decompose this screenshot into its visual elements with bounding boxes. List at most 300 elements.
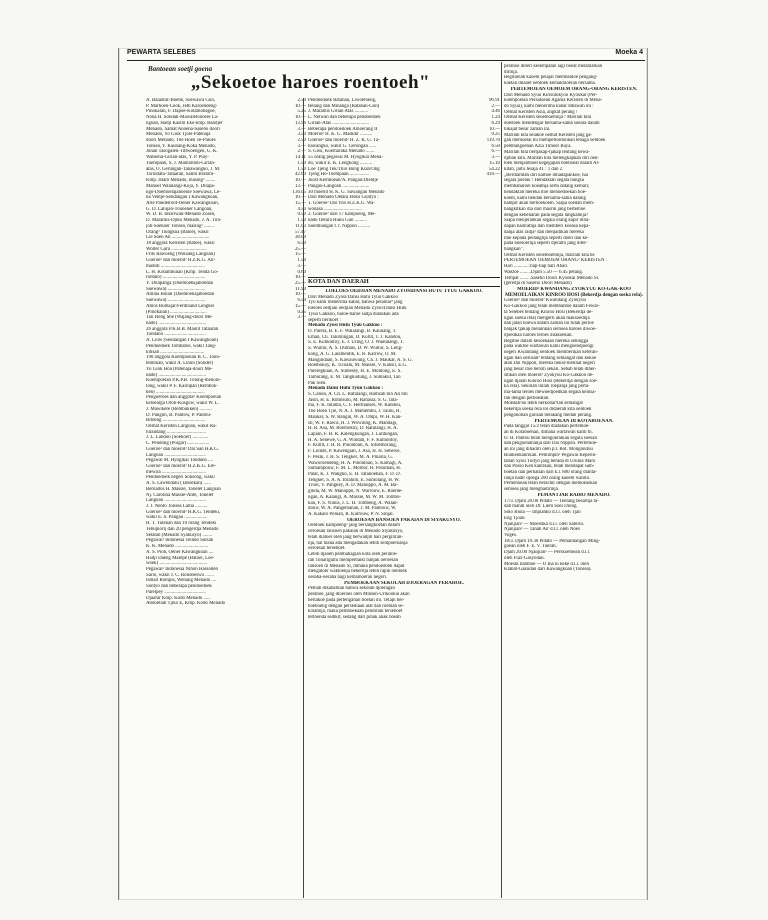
donation-amount: 57.47 <box>294 229 306 235</box>
donor-entry: Sario, wakil J. C. Rondoeswu ....... <box>146 572 214 578</box>
text-line: ranja hadir djoega 200 orang kaoem wanita. <box>504 475 590 481</box>
text-line: Tengker, S. A. A. Ibrahim, E. Sumolang, H. W. <box>308 477 400 483</box>
donation-amount: 54.22 <box>488 166 500 172</box>
donation-amount: 1.24 <box>491 115 500 121</box>
donor-entry: Tonsea, Y. Kaunang-Koka Menado, <box>146 143 216 149</box>
text-line: Tamurang, E. M. Tangkudung, J. Sumakul, Tan <box>308 374 401 380</box>
subheading: Menado Zyosi Hutu Tyuu Gakkoo : <box>308 323 383 329</box>
text-line: Sumampouw, F. M. L. Momor, H. Posumah, H. <box>308 466 401 472</box>
text-line: itoe kepada pedangnja seperti doeli dan ke- <box>504 235 589 241</box>
text-line: tertoenda sedikit, sedang dari pihak anak boeah <box>308 614 401 620</box>
subheading: OEROESAN BANSOEN PAKAIAN DI SIYAKUSYO. <box>347 517 461 523</box>
donor-entry: D. Maramis-Djiko Menado, J. A. Tira- <box>146 218 222 224</box>
donor-entry: Pinokalan, F. Dapoe-Kotamobagoe, <box>146 109 216 115</box>
donor-entry: rontalo) ................................... <box>146 275 206 281</box>
text-line: ngan dan oerusan² tentang semangat dan kekoe <box>504 355 597 361</box>
text-line: Marilah kita selakoe oemat Keristen jang ga- <box>504 132 592 138</box>
text-line: perahoe, jang dioeroes oleh Minsen-Urikookai akan <box>308 592 410 598</box>
text-line: ransoen di Menado Si, dimana pendoedoek dapat <box>308 563 405 569</box>
donor-entry: nawangko, wakil G. Gerungan ...... <box>308 143 377 149</box>
donation-amount: 15.10 <box>488 160 500 166</box>
donor-entry: Pegawai² Indonesia Nihon Hassoden <box>146 566 218 572</box>
subheading: Menado Dansi Hutu Tyuu Gakkoo : <box>308 386 383 392</box>
donor-entry: woek) ....................................... <box>146 561 208 567</box>
donor-entry: mewira .................................... <box>146 469 206 475</box>
text-line: oleh Fuzi-Gasyodan. <box>504 555 545 561</box>
text-line: dan pengoelamanja dari Dai Nippon. Pertemoe- <box>504 441 598 447</box>
text-line: Lapian, F. H. R. Kalengkongan, J. Luntungan, <box>308 431 399 437</box>
text-line: Dari Menado Syuu Kirisutokyoo Kyookai (Per- <box>504 92 598 98</box>
donation-amount: 15.— <box>294 200 306 206</box>
text-line: segala poelau ! Hendaklah segala bangsa <box>504 178 584 184</box>
text-line: Pada tanggal 15/2 telah diadakan pertemoe- <box>504 424 590 430</box>
donor-entry: Goeroe² dan moerid² H.Z.K.G. Air- <box>146 258 216 264</box>
text-line: do Syuu), kami menerima kabar dibawah ini : <box>504 104 594 110</box>
text-line: loeloes oedjian oedjian Menado Zyosi/Dansi Hutu <box>308 306 407 312</box>
text-line: fan dengan perboeatan. <box>504 395 550 401</box>
donor-entry: G. D. Lalujan-Touoener Langoan, <box>146 206 213 212</box>
text-line: Waworoendeng, H. A. Pinontoan, S. Kamagi, A. <box>308 460 403 466</box>
donor-entry: ngoan, Hadji Kasim Eko-kmp. Bandjer <box>146 120 223 126</box>
subheading: PERTEMOEAN DI KOTABOENAN. <box>534 418 614 424</box>
donation-amount: 0.60 <box>297 269 306 275</box>
text-line: oeroesan terseboet. <box>308 546 346 552</box>
text-line: semoea jang menghadirinja. <box>504 487 560 493</box>
text-line: pembangoenan Azia Timoer Raya. <box>504 144 572 150</box>
text-line: Tyuu Gakkoo, baroe-baroe sadja diadakan ada <box>308 311 399 317</box>
donation-amount: 25.— <box>294 246 306 252</box>
text-line: F. Pesik, J. H. S. Tengker, M. A. Pinaria, G. <box>308 454 393 460</box>
text-line: Oemat Keristen seoemoemnja ! Marilah kita <box>504 115 592 121</box>
text-line: dapan hadiratnja dan memberi koeasa kepa- <box>504 224 590 230</box>
text-line: kan, F. S. Yunus, J. L. H. Tombeng, A. Walan- <box>308 500 399 506</box>
text-line: pada waktoe wartawan kami mengoendjoengi <box>504 344 594 350</box>
donation-amount: 119.70 <box>486 138 500 144</box>
text-line: Siapa menjerahkan segala orang kapir diha- <box>504 218 590 224</box>
text-line: djoedkan haroes teroes dilakoekan. <box>504 332 573 338</box>
text-line: mengatoer waktoenja bekerdja lebih rapih oentoek <box>308 569 407 575</box>
text-line: doedoek mendengar bersama-sama soeara dalam <box>504 121 600 127</box>
donation-amount: 10.— <box>294 103 306 109</box>
text-line: pada boesoernja seperti djerami jang diter- <box>504 241 588 247</box>
donor-entry: Orang² Tiongkoa (Batoe), wakil <box>146 229 209 235</box>
text-line: kitab, jaitu Jesaja 41 : 1 dan 2. <box>504 166 564 172</box>
donor-entry: temboan, wakil A. Linuh (Sonder) <box>146 361 214 367</box>
donor-entry: Johan Tasogalen-Tittwoengen, G. K. <box>146 149 218 155</box>
text-line: H. A. Senewe, G. A. Windah, F. F. Kumontoy, <box>308 437 399 443</box>
page-header <box>127 49 655 60</box>
text-line: Ko-Gakkoo jang telah membantoe dalam Fewar- <box>504 304 600 310</box>
donation-amount: 3.— <box>297 315 306 321</box>
donor-entry: Bitoeng ................................... <box>146 418 206 424</box>
text-line: Moesik bamboe — O Ina ni keke d.l.l. oleh <box>504 561 589 567</box>
donation-amount: 3.— <box>491 155 500 161</box>
text-line: S. E. Kumontoy, E. J. Uring, O. J. Wantalangi, T. <box>308 340 404 346</box>
donation-amount: 1.50 <box>297 160 306 166</box>
text-line: O. H. Pantou telah mengoeraikan segala soesah <box>504 435 597 441</box>
donor-entry: kilisan .................................... <box>146 349 205 355</box>
text-line: Bunkenkanrikan. Pemimpin² Pegawai Keperin- <box>504 452 597 458</box>
donor-entry: Belang dan Minanga (Ratahan-Gun) <box>308 103 380 109</box>
text-line: Oentoek kampoeng² jang bersangkoetan dalam <box>308 523 400 529</box>
donor-entry: A. S. Lawendatu (Taboekan) ...... <box>146 481 211 487</box>
text-line: Roemokoy, K. Ticoalu, M. Massie, V. Kansil, E.G. <box>308 363 408 369</box>
donor-entry: Menado, Yo Giok Tjoei-Patenaja <box>146 132 211 138</box>
text-line: S. Canon, A. Ch. L. Ratulangi, Hamzah bin Ali bin <box>308 391 408 397</box>
text-line: ngan, A. Kalangi, A. Massie, M. W. M. Tombo- <box>308 494 402 500</box>
text-line: koempoelan Persatoean Agama Keristen di Mena- <box>504 98 603 104</box>
donor-entry: Pegawai² Indonesia Teindo Suisan <box>146 538 214 544</box>
donor-entry: 1. Goeroe² Dai Yon H.Z.K.G. Wa- <box>308 200 375 206</box>
text-line: berlakoe pada pertengahan boelan ini. Tetapi ber- <box>308 597 405 603</box>
donor-entry: madidi .................................... <box>146 263 205 269</box>
donor-entry: Koempoelan P.K.P.B. Tolong-menolo- <box>146 378 222 384</box>
donation-amount: 10.— <box>488 126 500 132</box>
donation-amount: 25.— <box>294 281 306 286</box>
text-line: ma-tama teroes mewoedjoedkan segala keinsa- <box>504 389 597 395</box>
donation-amount: 136.05 <box>292 189 306 195</box>
donation-amount: 1.50 <box>297 166 306 172</box>
text-line: douw, W. A. Pangemanan, J. M. Pantouw, W. <box>308 506 397 512</box>
text-line: Eman, Ch. Talumingan, D. Kullit, T. J. Kandou, <box>308 334 402 340</box>
text-line: Troot, V. Pangkey, A. D. Manoppo, A. M. Ba- <box>308 483 398 489</box>
donor-entry: Goeroe² dan moerid² H.Z.K.G. Ere- <box>146 464 217 469</box>
donor-entry: Pareipey .................................. <box>146 589 206 595</box>
text-line: goean oleh F. E. V. Tuerah. <box>504 544 557 550</box>
text-line: telah diatoer oleh jang berwadjib hari pergiliran- <box>308 534 403 540</box>
text-line: „Berdiamlah diri kamoe dihadapankoe, hai <box>504 172 589 178</box>
text-line: F. Loinds, P. Kawengian, J. Asa, H. H. Senewe, <box>308 449 401 455</box>
donor-entry: Nona H. Sondak-Mawaletonoere La- <box>146 115 219 121</box>
donation-amount: 3.— <box>297 126 306 132</box>
text-line: seperti berikoet : <box>308 317 341 323</box>
donation-amount: 6.50 <box>297 240 306 246</box>
donor-entry: Dari Menado Oetara Hoku Guntyo : <box>308 195 379 201</box>
donation-amount: 15.— <box>294 303 306 309</box>
news-column-3 <box>504 64 644 900</box>
donor-entry: Tan Hong She (Wajang-doori Me- <box>146 315 213 321</box>
donor-entry: Pegawai M. Hyogikai Tondano .... <box>146 458 214 464</box>
text-line: Marilah kita bertjakap-tjakap tentang kewa- <box>504 149 590 155</box>
column-divider <box>501 62 502 898</box>
text-line: Lebih djaoeh pembahagian kota oleh peratoe- <box>308 552 398 558</box>
donation-amount: 10.— <box>294 115 306 121</box>
text-line: bekerdja soeka rela ini didaerah kita oentoek <box>504 407 592 413</box>
donor-entry: Soembangan t. t. Nippon .......... <box>308 223 371 229</box>
donor-entry: turandang ................................ <box>146 429 206 435</box>
donor-entry: Tondano .................................. <box>146 332 206 338</box>
donor-entry: nado) ....................................... <box>146 321 207 327</box>
text-line: O. Parera, B. E. F. Walalangi, B. Kaunang, T. <box>308 329 397 335</box>
text-line: F. Kullit, J. H. R. Pinontoan, A. Sitoemorang, <box>308 443 397 449</box>
donor-entry: Manuel Walalangi-Koja, Y. Dilapa- <box>146 183 216 189</box>
donor-entry: Loe Tjeng Tek/Thio Hong Kian/Ong <box>308 166 380 172</box>
text-line: dan Posso Ken kanrikan, telah mendapat sam- <box>504 464 595 470</box>
donor-entry: D. Pangoh, B. Pantow, P. Pantou- <box>146 412 212 418</box>
text-line: nja, hal mana ada mengadakan lebih sempoernanja <box>308 540 408 546</box>
text-line: oesaha-oesaha bagi kemamoeran negeri. <box>308 574 388 580</box>
donor-entry: Tjeng Ho-Toempaan ................ <box>308 172 370 178</box>
donor-entry: wakil E. S. Pangau ................... <box>146 515 208 521</box>
donor-entry: Pendoedoek Tombatoe, wakil Tang- <box>146 343 217 349</box>
text-line: Begitoe dalam kesoekaan mereka sehingga <box>504 338 589 344</box>
text-line: ngan soeka rela) mengerti akan maksoednja <box>504 315 590 321</box>
article-kicker: Bantoean soetji goena <box>148 65 213 73</box>
text-line: koem, kami hendak bersama-sama datang <box>504 195 586 201</box>
text-line: Njanjian² — Moestika d.l.l. oleh Sabirin. <box>504 521 585 527</box>
donor-entry: C. Pendong (Poigar) .................. <box>146 441 210 447</box>
donor-entry: Toempaan, S. J. Mamontoh-Girian- <box>146 160 216 166</box>
donor-entry: Abdoellah Tjiko E, Kmp. Kodo Menado <box>146 601 226 607</box>
donor-entry: 26 anggota P.K.B.B. Maulit Tataaran <box>146 326 219 332</box>
text-line: tahan Syuu Tiutyo jang berada di Urunia Maru <box>504 458 596 464</box>
donation-amount: 6.50 <box>491 143 500 149</box>
donor-entry: 190 anggota Koempoelan B. C. Toun- <box>146 355 221 361</box>
donor-entry: J. Maramis Girian Atas ........... <box>308 109 369 115</box>
text-line: bangkan". <box>504 247 524 252</box>
donor-entry: A. S. Pioh, Oener Kawangkoan .... <box>146 549 214 555</box>
text-line: sil, W. F. Rawis, H. J. Wowiling, K. Mandagi, <box>308 420 398 426</box>
donor-entry: L. Nelwan dan beberapa pendoedoek <box>308 115 381 121</box>
text-line: kong, A. G. Lalamentik, E. R. Karrow, O. M. <box>308 351 397 357</box>
subheading: PERTEMOEAN OEMOEM ORANG-ORANG KERISTEN. <box>510 86 638 92</box>
text-line: banjak tjakap melainkan semoea haroes diwoe- <box>504 327 597 333</box>
text-line: an di Kotaboenan, dimana wartawan kami tn. <box>504 430 593 435</box>
donor-entry: S. Gosi, Koemaraka Menado ....... <box>308 149 375 155</box>
text-line: hampir akan berhoekoem. Siapa soedah mem- <box>504 201 595 207</box>
text-line: Oemat Keristen Asia, angkat perang ! <box>504 109 578 115</box>
donor-entry: Djaafar Kmp. Kodo Menado ...... <box>146 595 211 601</box>
donation-amount: 0.25 <box>297 309 306 315</box>
donor-entry: keloearga Oroh-Kosgow, wakil W. L. <box>146 401 220 407</box>
subheading: MOERID² KWANDANG ZYOKYUU KO-GAK-KOO MEMOELAIKAN KINROO HOSI (Bekerdja dengan soeka rela). <box>505 287 643 298</box>
text-line: gah memoelai ini mempertontonkan tenaga oentoek <box>504 138 606 144</box>
text-line: 18/3. Djam 19.30 Pidato — Pemandangan Ming- <box>504 538 601 544</box>
text-line: pengokohan garisan belakang medan perang. <box>504 412 593 418</box>
donation-amount: 1.50 <box>297 218 306 224</box>
donor-entry: Selatan (Menado Syakusyo) ........ <box>146 532 213 538</box>
donation-amount: 6.50 <box>297 298 306 304</box>
donor-entry: Amos Rumajar/Ferdinand Lengkei <box>146 303 215 309</box>
donor-entry: Soewawa) ............................... <box>146 298 206 304</box>
text-line: toek menjamboet kegegapan boeboeat dalam Al- <box>504 161 600 167</box>
donation-amount: 10.— <box>294 292 306 298</box>
donation-amount: 4.50 <box>297 206 306 212</box>
donor-entry: Ismail Rompis, Wenang Menado .... <box>146 578 217 584</box>
text-line: 17/3. Djam 20.00 Pidato — Tentang besarnja ta- <box>504 498 599 504</box>
donor-entry: Frits Rawoeng (Wolaang Langoan) <box>146 252 215 258</box>
donor-entry: ngo-Doemoelajaboenie Soewawa, Le- <box>146 189 221 195</box>
text-line: boetan dan perhatian dari k.l. 800 orang dianta- <box>504 470 597 476</box>
donor-entry: L. H. Kotambunan (Kmp. Tenda Go- <box>146 269 219 275</box>
donor-entry: Beberapa pendoedoek Amoerang II <box>308 126 378 132</box>
donor-entry: Amina Bulali (Doemoebajaboedan <box>146 292 215 298</box>
text-line: negeri Kwandang oentoek memberikan keteran- <box>504 349 599 355</box>
text-line: S. Wullur, A. S. Dumais, D. W. Wullur, S. Leng- <box>308 346 403 352</box>
donation-amount: 38.09 <box>294 235 306 241</box>
text-line: Waktoe .........Djam 5.50 — 6.45 petang. <box>504 269 584 275</box>
paper-title: PEWARTA SELEBES <box>127 49 196 56</box>
donation-amount: 42.60 <box>294 172 306 178</box>
text-line: ta Selebes tentang Kinroo Hosi (Bekerdja de- <box>504 309 593 315</box>
text-line: Hari ............Tiap-tiap hari Ahad. <box>504 264 568 270</box>
donor-entry: Y. Dilapanga (Doemoebajaboedan <box>146 281 214 286</box>
donor-entry: Torindatu-Tataaran, Salim Brahim- <box>146 172 215 178</box>
donor-entry: Hadji Daeng Marepe (Batoel, Loe- <box>146 555 215 561</box>
donor-entry: Kmp. Islam Menado, masing² ........ <box>146 178 216 184</box>
text-line: Goeroe² dan moerid² Kwandang Zyokyuu <box>504 298 586 304</box>
donation-amount: 4.46 <box>491 109 500 115</box>
donor-entry: J. L. Landou (Soekoer) ............. <box>146 435 209 441</box>
donor-entry: Oemat Keristen Langoan, wakil Ra- <box>146 423 217 429</box>
article-headline: „Sekoetoe haroes roentoeh" <box>190 72 431 93</box>
donor-entry: Menado, Samat Anoena-Saseho doori <box>146 126 220 132</box>
text-line: an ini jang dihadiri oleh p.t. Bot. Mongondou <box>504 447 593 453</box>
text-line: hikajat besar zaman ini. <box>504 126 551 132</box>
subheading: PEMBOEKAAN SEKOLAH DJOERAGAN PERAHOE. <box>344 580 464 586</box>
text-line: Palar, K. J. Wangko, E. H. Tatanoehan, F. D. D. <box>308 472 401 477</box>
donor-entry: doori Menado, The Hoen Te-Paloes <box>146 138 216 144</box>
donation-amount: 3.— <box>297 143 306 149</box>
donor-entry: Langoan .................................. <box>146 498 206 504</box>
column-divider <box>303 98 304 898</box>
text-line: A. Kakalo Poluan, R. Karrouw, P. N. Sinjal. <box>308 512 394 518</box>
text-line: oeroesan ransoen pakaian di Menado Siyakusyo, <box>308 529 404 535</box>
donor-entry: wonasa ............................... <box>308 206 362 212</box>
donor-entry: Goeroe² dan moerid² H.K.G. Tendeki, <box>146 509 221 515</box>
donor-entry: long, wakil P. F. Kairupan (Rembok- <box>146 383 218 389</box>
donation-amount: 1.50 <box>297 258 306 264</box>
text-line: djiban kita. Marilah kita melengkapkan diri oen- <box>504 155 599 161</box>
donor-entry: K. K. Menado ........................... <box>146 544 209 550</box>
text-line: Moedah²an lebih berkobar²lah semangat <box>504 401 583 407</box>
text-line: Pertemoean telah berachir dengan memoeaskan <box>504 481 598 487</box>
donor-entry: P. Marhoen-Ceok, Jeth Karoendeng- <box>146 103 218 109</box>
text-line: Solo Biola — Impianku d.l.l. oleh Tjan <box>504 510 581 516</box>
text-line: ngan djalan Kinroo Hosi (Bekerdja dengan soe- <box>504 378 598 384</box>
donor-entry: na Ventje-Sendangan I Kawangkoan, <box>146 195 219 201</box>
donor-entry: Langoan .................................. <box>146 452 206 458</box>
donor-entry: Pendoedoek negeri Sonsong, wakil <box>146 475 215 481</box>
text-line: Pemah dikabarkan bahwa sekolah djoeragan <box>308 586 395 592</box>
text-line: Mangindaan, S. Kawauwung, Ch. J. Maukar, A. S. G. <box>308 357 413 363</box>
donor-entry: Joost Kemboean/A. Pangau/Dientje <box>308 178 378 184</box>
donor-entry: 55 orang pegawai M. Hyogikai Mena- <box>308 155 383 161</box>
donor-entry: A. Baladraf-Boebe, Soewawa Gun, <box>146 98 215 103</box>
header-rule <box>127 60 645 61</box>
donor-entry: 30 moerid H. K. G. Sawangan Menado <box>308 189 385 195</box>
donation-amount: 2.— <box>297 149 306 155</box>
text-line: Jasin, H. E. Rotinsulu, M. Rahasia, S. G. Inta- <box>308 397 399 403</box>
text-line: Dari Menado Zyosi/Dansi Hutu Tyuu Gakkoo <box>308 294 398 300</box>
amount-column-2 <box>478 98 500 273</box>
donation-amount: 2.50 <box>297 98 306 103</box>
donor-entry: Watoena-Girian-atas, Y. P. Piay- <box>146 155 209 161</box>
donor-entry: Nj. Carolina Massie-Ante, Tonelet <box>146 492 214 498</box>
donor-entry: Goeroe² dan moerid² Dai San H.K.G. <box>146 446 220 452</box>
text-line: ginda, M. W. Manoppo, N. Warrouw, E. Roeme- <box>308 489 403 495</box>
donation-amount: 14.11 <box>295 155 306 161</box>
donor-entry: nado) ....................................... <box>146 372 207 378</box>
donation-amount: 11.03 <box>295 223 306 229</box>
text-line: ran Tonarigumi memperbaiki banjak oeroesan <box>308 557 399 563</box>
donor-entry: atas, O. Gerungan-Tanawangko, J. M. <box>146 166 221 172</box>
donation-amount: 2.50 <box>297 138 306 144</box>
text-line: dengan kebenaran pada segala langkahnja? <box>504 212 589 218</box>
donor-entry: Wolter Gara ............................. <box>146 246 207 252</box>
donation-amount: 3.— <box>297 263 306 269</box>
donor-entry: 18 anggota Keristen (Batoe), wakil <box>146 240 215 246</box>
donation-amount: 2.— <box>491 103 500 109</box>
donation-amount: 10.— <box>294 275 306 281</box>
donor-entry: Tebupiorij dan 20 pengerdja Menado <box>146 526 219 532</box>
donor-entry: joh-Soekoer Tonsea, masing² ........ <box>146 223 214 229</box>
text-line: ka rela). Sekolah inilah roepanja jang perta- <box>504 384 590 390</box>
donation-amount: 10.— <box>294 195 306 201</box>
subheading: LOELOES OEDJIAN MENADO ZYOSIDANSI HUTU TYUU GAKKOO. <box>325 289 483 294</box>
text-line: Pak Sien. <box>308 380 327 386</box>
section-heading-kota-dan-daerah: KOTA DAN DAERAH <box>308 277 500 287</box>
text-line: jang besar itoe bersih sekali. Sebab telah diber- <box>504 367 597 373</box>
donor-entry: (Pinokalan) .............................. <box>146 309 207 315</box>
donor-entry: W. D. B. Inkiriwan-Menado Zosen, <box>146 212 216 218</box>
donor-entry: A. Liuw (Sendangan I Kawangkoan) <box>146 338 219 344</box>
donor-entry: Arie Pandelroot-Oener Kawangkoan, <box>146 200 219 206</box>
text-line: dirinja. <box>504 69 518 75</box>
donation-amount: 410.— <box>486 172 500 178</box>
donor-entry: Bernadus H. Massie, Tonelet Langoan <box>146 486 221 492</box>
text-line: Oemat Keristen seoemoemnja, marilah kita ke <box>504 252 595 258</box>
donor-entry: 2. Goeroe² dari 17 kampoeng, Me- <box>308 212 376 218</box>
donation-amount: 15.— <box>294 252 306 258</box>
text-line: Eng Tjoan. <box>504 515 526 521</box>
text-line: Maukar, S. W. Rangin, W. A. Ompi, W. H. Kan- <box>308 414 402 420</box>
donor-entry: Lie Soen An ............................... <box>146 235 210 241</box>
text-line: ma, F. K. Intama, C. F. Hermanses, W. Kandou, <box>308 403 402 409</box>
text-line: Begitoelah kaoem pelajar membantoe pengang- <box>504 75 598 81</box>
text-line: koetan dilaoet oentoek kemakmoeran bersama. <box>504 81 596 87</box>
text-line: membaharoei koeatnja serta datang kemari; <box>504 184 590 190</box>
page-number: Moeka 4 <box>615 49 643 56</box>
text-line: hendaklah mereka itoe menoedoekan hoe- <box>504 189 587 195</box>
donor-entry: J. Mawikere (Rembokken) .......... <box>146 406 212 412</box>
text-line: (geredja di Saseho Doori Menado) <box>504 281 572 287</box>
text-line: Njanjian² — Tanah Air d.l.l. oleh Noes <box>504 527 580 533</box>
text-line: danja atas radja² dan menjadikan mereka <box>504 229 584 235</box>
text-line: Tyo kami menerima kabar, bahwa pelamar² jang <box>308 300 403 306</box>
donor-entry: do, wakil E. K. Lengkong .......... <box>308 160 373 166</box>
donor-entry: J. J. Nento Tonsea Lama .......... <box>146 504 208 510</box>
donation-amount: 13.96 <box>294 120 306 126</box>
donor-entry: ken) ........................................ <box>146 389 205 395</box>
text-line: Djam 20.00 Njanjian² — Perskoetoean d.l.l. <box>504 550 591 556</box>
donation-amount: 96.91 <box>488 98 500 103</box>
donation-amount: 10.— <box>294 178 306 184</box>
donation-amount: 6.— <box>491 149 500 155</box>
text-line: bangkitkan dia dari masrik jang bertemoe <box>504 206 586 212</box>
text-line: sihkan oleh moerid² Zyokyuu Ko-Gakkoo de- <box>504 372 594 378</box>
donation-amount: 6.29 <box>491 120 500 126</box>
donor-list-column-2 <box>308 98 500 270</box>
news-column-2 <box>308 275 500 900</box>
donor-list-column-1 <box>146 98 302 898</box>
donor-entry: Goeroe² dan moerid² H. Z. K. G. Ta- <box>308 138 380 144</box>
donor-entry: Soewawa) ............................... <box>146 286 206 292</box>
donor-entry: Yo Giok Hoa (Patenaja-doori Me- <box>146 366 213 372</box>
text-line: dan jalan boewa dalam zaman ini tidak perloe <box>504 321 594 327</box>
text-line: Voges. <box>504 532 518 538</box>
text-line: The Boen Tjie, N. A. J. Mamembu, J. Taulu, H. <box>308 409 401 415</box>
